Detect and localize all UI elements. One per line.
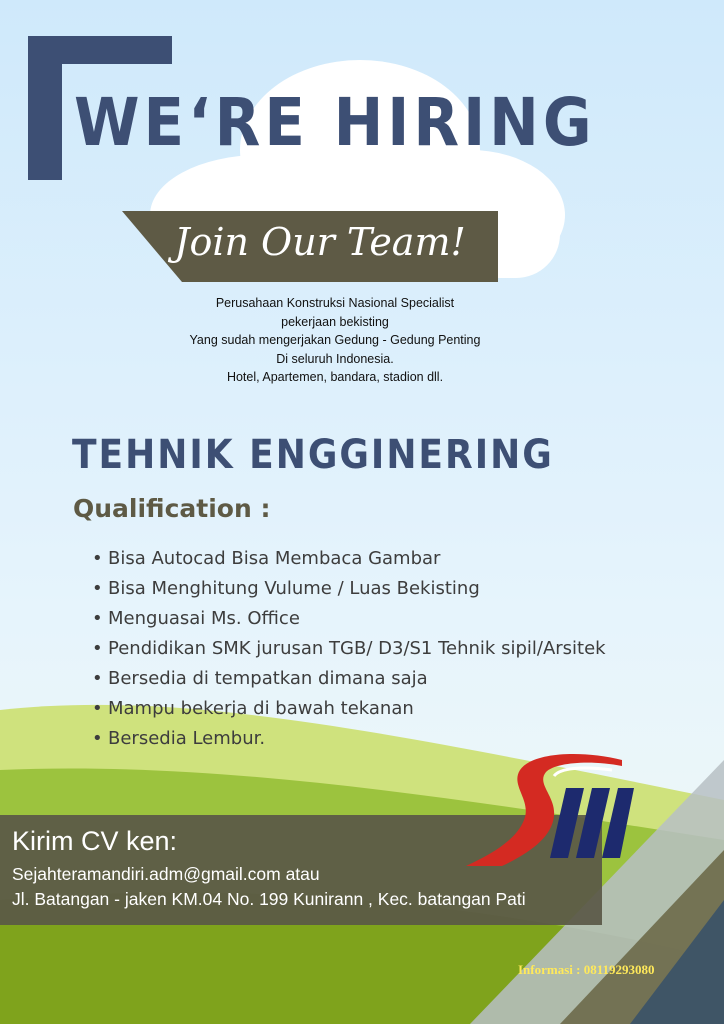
bullet-icon: • [92, 638, 103, 659]
intro-line: Di seluruh Indonesia. [276, 351, 394, 366]
position-title: TEHNIK ENGGINERING [72, 432, 554, 478]
intro-line: Hotel, Apartemen, bandara, stadion dll. [226, 370, 444, 384]
contact-address: Jl. Batangan - jaken KM.04 No. 199 Kunirann , Kec. batangan Pati [12, 889, 526, 909]
headline: WE‘RE HIRING [74, 84, 596, 161]
contact-title: Kirim CV ken: [12, 826, 178, 856]
list-item: • Pendidikan SMK jurusan TGB/ D3/S1 Tehnik sipil/Arsitek [92, 634, 606, 664]
list-item: • Bisa Menghitung Vulume / Luas Bekisting [92, 574, 606, 604]
tagline: Join Our Team! [174, 220, 466, 264]
intro-line: Yang sudah mengerjakan Gedung - Gedung Penting [189, 333, 481, 347]
intro-line: Perusahaan Konstruksi Nasional Specialist [215, 296, 455, 310]
qualification-heading: Qualification : [73, 494, 271, 523]
bullet-icon: • [92, 578, 103, 599]
contact-email[interactable]: Sejahteramandiri.adm@gmail.com atau [12, 864, 320, 884]
intro-text [160, 294, 510, 387]
bullet-icon: • [92, 698, 103, 719]
bullet-icon: • [92, 668, 103, 689]
info-phone: Informasi : 08119293080 [518, 962, 655, 977]
bullet-icon: • [92, 728, 103, 749]
list-item: • Mampu bekerja di bawah tekanan [92, 694, 606, 724]
qualification-list [92, 544, 606, 754]
list-item: • Bersedia Lembur. [92, 724, 606, 754]
list-item: • Menguasai Ms. Office [92, 604, 606, 634]
list-item: • Bisa Autocad Bisa Membaca Gambar [92, 544, 606, 574]
company-logo-icon [462, 748, 634, 870]
bullet-icon: • [92, 608, 103, 629]
intro-line: pekerjaan bekisting [281, 314, 389, 329]
bullet-icon: • [92, 548, 103, 569]
list-item: • Bersedia di tempatkan dimana saja [92, 664, 606, 694]
